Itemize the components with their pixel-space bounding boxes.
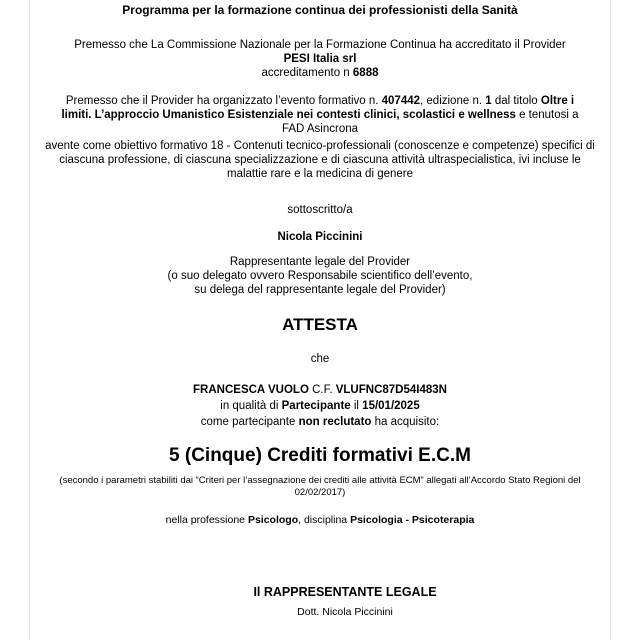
signature-block — [90, 585, 600, 619]
undersigned-label: sottoscritto/a — [287, 204, 353, 216]
attests-heading: ATTESTA — [282, 315, 358, 334]
accreditation-number: 6888 — [352, 67, 379, 79]
discipline-value: Psicologia - Psicoterapia — [350, 514, 475, 526]
event-text-1: Premesso che il Provider ha organizzato l’evento formativo n. — [65, 95, 382, 107]
fiscal-code: VLUFNC87D54I483N — [335, 384, 447, 396]
signature-title: Il RAPPRESENTANTE LEGALE — [253, 585, 437, 599]
recruit-status-line — [40, 414, 600, 430]
participant-block — [40, 382, 600, 430]
cf-label: C.F. — [308, 384, 336, 396]
profession-prefix: nella professione — [165, 514, 248, 526]
recruit-prefix: come partecipante — [200, 416, 299, 428]
provider-accreditation-paragraph — [40, 38, 600, 80]
profession-value: Psicologo — [247, 514, 299, 526]
credits-note: (secondo i parametri stabiliti dai “Criteri per l’assegnazione dei crediti alle attività ECM” allegati all’Accordo Stato Regioni del 02/02/2017) — [59, 475, 581, 498]
participant-name: FRANCESCA VUOLO — [193, 384, 309, 396]
profession-middle: , disciplina — [298, 514, 351, 526]
legal-representative-name: Nicola Piccinini — [277, 231, 363, 243]
document-body — [29, 0, 611, 640]
legal-representative-role — [40, 255, 600, 297]
event-title: Oltre i limiti. L’approccio Umanistico Esistenziale nei contesti clinici, scolastici e wellness — [61, 95, 575, 121]
event-number: 407442 — [381, 95, 421, 107]
accreditation-number-line — [40, 66, 600, 80]
accreditation-label: accreditamento n — [261, 67, 353, 79]
signature-name: Dott. Nicola Piccinini — [297, 606, 393, 618]
event-paragraph — [54, 94, 586, 136]
program-title: Programma per la formazione continua dei professionisti della Sanità — [122, 3, 518, 17]
role-line-3: su delega del rappresentante legale del Provider) — [194, 284, 446, 296]
edition-number: 1 — [485, 95, 492, 107]
event-text-4: e tenutosi a FAD Asincrona — [281, 109, 579, 135]
event-text-3: dal titolo — [491, 95, 541, 107]
role-line-1: Rappresentante legale del Provider — [229, 256, 411, 268]
participant-role-line — [40, 398, 600, 414]
event-text-2: , edizione n. — [420, 95, 486, 107]
date-prefix: il — [350, 400, 363, 412]
participant-role: Partecipante — [281, 400, 351, 412]
that-label: che — [310, 353, 330, 365]
role-line-2: (o suo delegato ovvero Responsabile scientifico dell’evento, — [167, 270, 473, 282]
role-prefix: in qualità di — [220, 400, 282, 412]
provider-name: PESI Italia srl — [283, 53, 357, 65]
event-date: 15/01/2025 — [362, 400, 420, 412]
credits-heading: 5 (Cinque) Crediti formativi E.C.M — [169, 445, 471, 466]
profession-line — [40, 514, 600, 527]
accreditation-intro-line: Premesso che La Commissione Nazionale per la Formazione Continua ha accreditato il Provider — [74, 39, 566, 51]
objective-paragraph: avente come obiettivo formativo 18 - Contenuti tecnico-professionali (conoscenze e competenze) specifici di ciascuna professione, di ciascuna specializzazione e di ciascuna attività ultraspecialistica, ivi incluse le malattie rare e la medicina di genere — [45, 140, 595, 180]
participant-identity-line — [40, 382, 600, 398]
recruit-suffix: ha acquisito: — [371, 416, 440, 428]
recruit-status: non reclutato — [298, 416, 372, 428]
